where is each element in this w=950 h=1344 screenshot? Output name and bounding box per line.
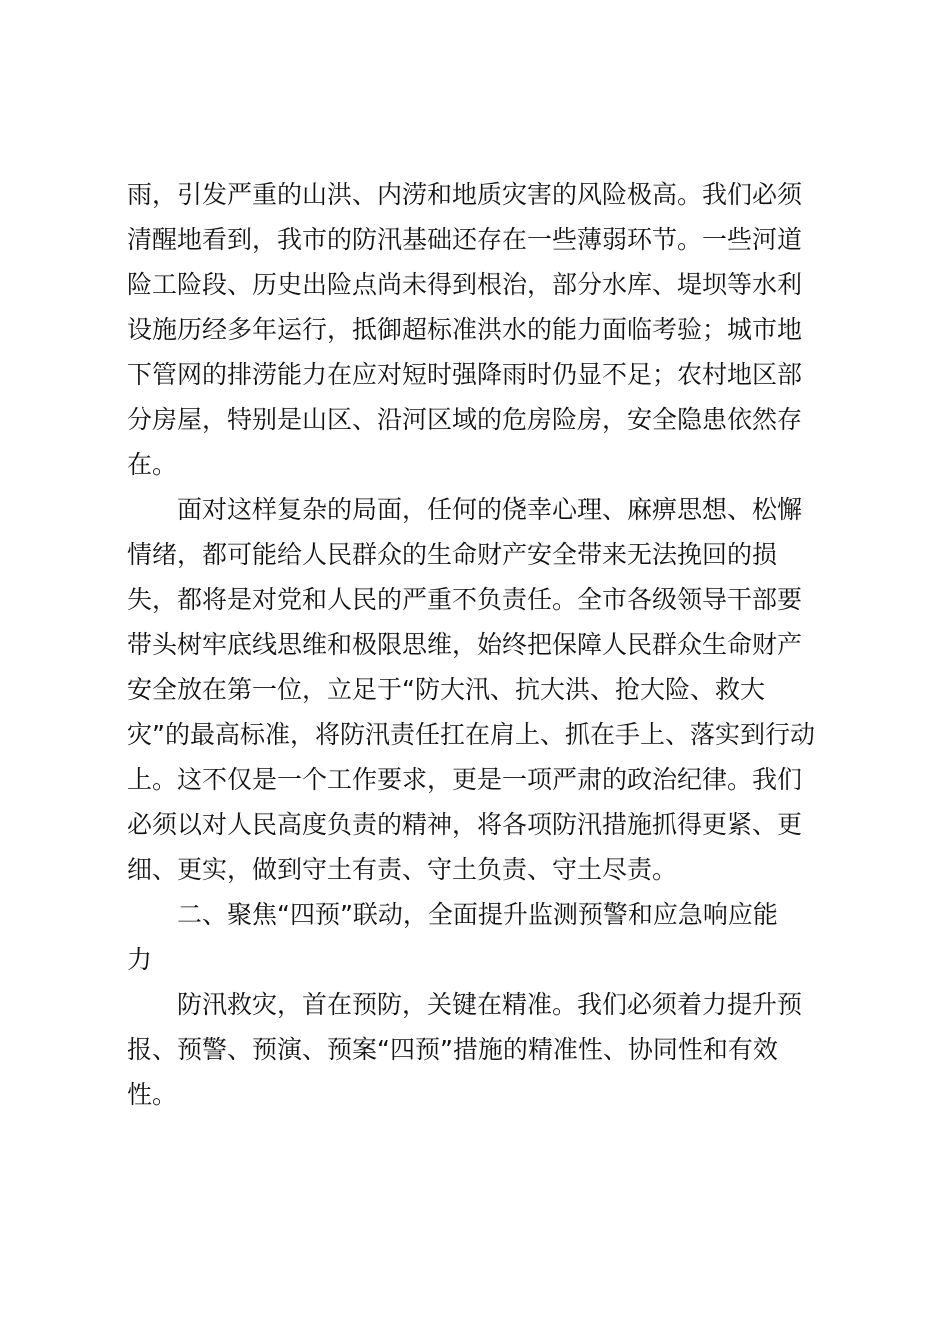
text-line: 性。	[127, 1080, 178, 1109]
text-line: 险工险段、历史出险点尚未得到根治，部分水库、堤坝等水利	[127, 270, 803, 299]
text-line: 在。	[127, 450, 178, 479]
text-line: 清醒地看到，我市的防汛基础还存在一些薄弱环节。一些河道	[127, 225, 803, 254]
text-line: 防汛救灾，首在预防，关键在精准。我们必须着力提升预	[177, 990, 803, 1019]
text-line: 力	[127, 945, 153, 974]
text-line: 面对这样复杂的局面，任何的侥幸心理、麻痹思想、松懈	[177, 495, 803, 524]
text-line: 细、更实，做到守土有责、守土负责、守土尽责。	[127, 855, 678, 884]
text-line: 灾”的最高标准，将防汛责任扛在肩上、抓在手上、落实到行动	[127, 720, 815, 749]
text-line: 失，都将是对党和人民的严重不负责任。全市各级领导干部要	[127, 585, 803, 614]
document-body	[127, 172, 827, 1117]
text-line: 报、预警、预演、预案“四预”措施的精准性、协同性和有效	[127, 1035, 778, 1064]
text-line: 带头树牢底线思维和极限思维，始终把保障人民群众生命财产	[127, 630, 803, 659]
text-line: 雨，引发严重的山洪、内涝和地质灾害的风险极高。我们必须	[127, 180, 803, 209]
text-line: 必须以对人民高度负责的精神，将各项防汛措施抓得更紧、更	[127, 810, 803, 839]
text-line: 二、聚焦“四预”联动，全面提升监测预警和应急响应能	[177, 900, 778, 929]
text-line: 安全放在第一位，立足于“防大汛、抗大洪、抢大险、救大	[127, 675, 765, 704]
text-line: 设施历经多年运行，抵御超标准洪水的能力面临考验；城市地	[127, 315, 803, 344]
text-line: 上。这不仅是一个工作要求，更是一项严肃的政治纪律。我们	[127, 765, 803, 794]
text-line: 分房屋，特别是山区、沿河区域的危房险房，安全隐患依然存	[127, 405, 803, 434]
text-line: 情绪，都可能给人民群众的生命财产安全带来无法挽回的损	[127, 540, 778, 569]
text-line: 下管网的排涝能力在应对短时强降雨时仍显不足；农村地区部	[127, 360, 803, 389]
